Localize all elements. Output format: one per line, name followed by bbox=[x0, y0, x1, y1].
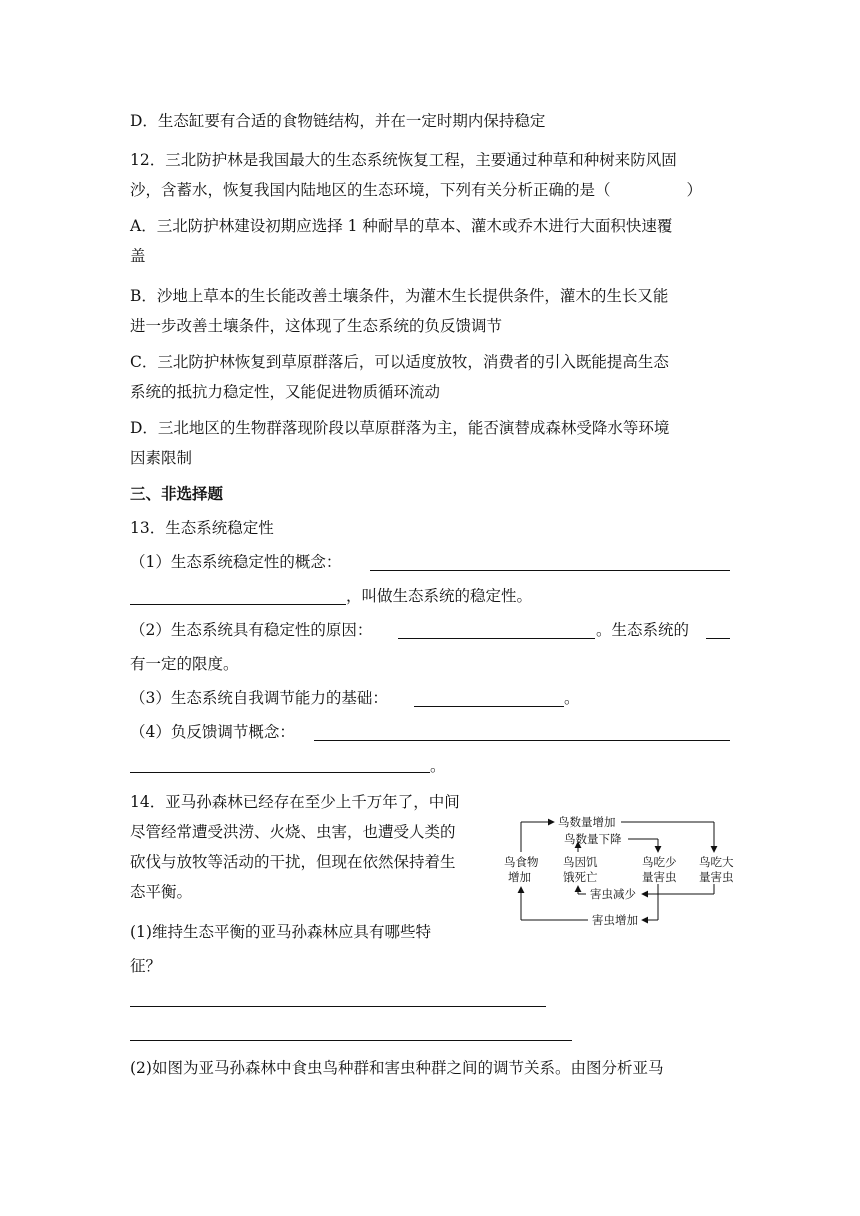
q13-p4-blank-2[interactable] bbox=[130, 772, 430, 773]
q14-stem-line2: 尽管经常遭受洪涝、火烧、虫害，也遭受人类的 bbox=[130, 823, 456, 841]
q13-p2-blank-2[interactable] bbox=[706, 638, 730, 639]
q14-sub2-line1: (2)如图为亚马孙森林中食虫鸟种群和害虫种群之间的调节关系。由图分析亚马 bbox=[130, 1059, 664, 1077]
q13-p3-tail: 。 bbox=[564, 689, 580, 707]
q12-option-d-line1: D．三北地区的生物群落现阶段以草原群落为主，能否演替成森林受降水等环境 bbox=[130, 419, 670, 437]
q13-title: 13．生态系统稳定性 bbox=[130, 519, 274, 537]
q13-p2-tail: 有一定的限度。 bbox=[130, 655, 239, 673]
node-pest-increase: 害虫增加 bbox=[592, 913, 638, 927]
q12-option-c-line1: C．三北防护林恢复到草原群落后，可以适度放牧，消费者的引入既能提高生态 bbox=[130, 353, 669, 371]
node-bird-increase: 鸟数量增加 bbox=[558, 815, 616, 829]
node-eat-many-line2: 量害虫 bbox=[699, 870, 734, 884]
q13-p3-blank[interactable] bbox=[414, 706, 564, 707]
q13-p2-blank-1[interactable] bbox=[398, 638, 595, 639]
q12-option-b-line1: B．沙地上草本的生长能改善土壤条件，为灌木生长提供条件，灌木的生长又能 bbox=[130, 287, 669, 305]
q13-p1-blank-1[interactable] bbox=[370, 570, 730, 571]
q12-paren-close: ） bbox=[686, 181, 703, 199]
q14-sub1-line1: (1)维持生态平衡的亚马孙森林应具有哪些特 bbox=[130, 923, 431, 941]
q12-option-c-line2: 系统的抵抗力稳定性，又能促进物质循环流动 bbox=[130, 383, 441, 401]
q14-stem-line1: 14．亚马孙森林已经存在至少上千万年了，中间 bbox=[130, 793, 460, 811]
q13-p1-tail: ，叫做生态系统的稳定性。 bbox=[346, 587, 533, 605]
regulation-diagram bbox=[496, 812, 746, 938]
q13-p1-label: （1）生态系统稳定性的概念： bbox=[130, 553, 342, 571]
q14-sub1-answer-line-2[interactable] bbox=[130, 1040, 572, 1041]
q14-stem-line3: 砍伐与放牧等活动的干扰，但现在依然保持着生 bbox=[130, 853, 456, 871]
q13-p4-label: （4）负反馈调节概念： bbox=[130, 723, 295, 741]
q13-p2-mid: 。生态系统的 bbox=[596, 621, 690, 639]
node-food-increase-line1: 鸟食物 bbox=[504, 855, 539, 869]
node-eat-many-line1: 鸟吃大 bbox=[699, 855, 734, 869]
section-heading: 三、非选择题 bbox=[130, 484, 224, 503]
q14-stem-line4: 态平衡。 bbox=[130, 883, 193, 901]
q12-option-b-line2: 进一步改善土壤条件，这体现了生态系统的负反馈调节 bbox=[130, 317, 503, 335]
q14-sub1-line2: 征？ bbox=[130, 957, 162, 975]
q14-sub1-answer-line-1[interactable] bbox=[130, 1006, 546, 1007]
q13-p1-blank-2[interactable] bbox=[130, 604, 346, 605]
node-starve-line1: 鸟因饥 bbox=[563, 855, 598, 869]
node-pest-decrease: 害虫减少 bbox=[590, 887, 636, 901]
q13-p3-label: （3）生态系统自我调节能力的基础： bbox=[130, 689, 388, 707]
q13-p4-blank-1[interactable] bbox=[314, 740, 730, 741]
q12-stem-text: 沙，含蓄水，恢复我国内陆地区的生态环境，下列有关分析正确的是（ bbox=[130, 181, 611, 199]
q12-option-d-line2: 因素限制 bbox=[130, 449, 193, 467]
node-eat-few-line2: 量害虫 bbox=[642, 870, 677, 884]
q13-p4-tail: 。 bbox=[430, 757, 446, 775]
q12-stem-line1: 12．三北防护林是我国最大的生态系统恢复工程，主要通过种草和种树来防风固 bbox=[130, 151, 677, 169]
q12-option-a-line1: A．三北防护林建设初期应选择 1 种耐旱的草本、灌木或乔木进行大面积快速覆 bbox=[130, 217, 673, 235]
node-bird-decrease: 鸟数量下降 bbox=[564, 832, 622, 846]
node-starve-line2: 饿死亡 bbox=[563, 870, 598, 884]
node-food-increase-line2: 增加 bbox=[508, 870, 531, 884]
q11-option-d: D．生态缸要有合适的食物链结构，并在一定时期内保持稳定 bbox=[130, 112, 546, 130]
q12-stem-line2 bbox=[130, 180, 702, 200]
q12-option-a-line2: 盖 bbox=[130, 247, 146, 265]
q13-p2-label: （2）生态系统具有稳定性的原因： bbox=[130, 621, 373, 639]
node-eat-few-line1: 鸟吃少 bbox=[642, 855, 677, 869]
